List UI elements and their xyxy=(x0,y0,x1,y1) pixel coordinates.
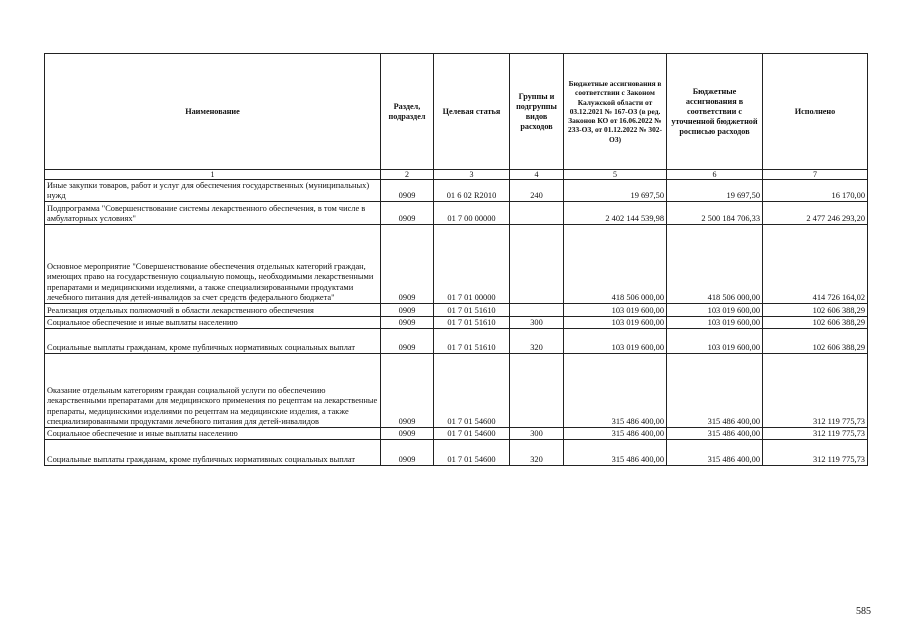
col-number: 5 xyxy=(564,170,667,180)
row-name: Социальные выплаты гражданам, кроме публичных нормативных социальных выплат xyxy=(45,440,381,466)
table-row xyxy=(45,440,868,466)
table-row xyxy=(45,202,868,225)
row-refined-amount: 2 500 184 706,33 xyxy=(667,202,763,225)
row-law-amount: 418 506 000,00 xyxy=(564,225,667,304)
column-number-row xyxy=(45,170,868,180)
budget-table xyxy=(44,53,868,466)
row-executed-amount: 312 119 775,73 xyxy=(763,440,868,466)
row-section: 0909 xyxy=(381,329,434,354)
row-name: Социальное обеспечение и иные выплаты населению xyxy=(45,428,381,440)
row-group: 300 xyxy=(510,317,564,329)
row-executed-amount: 414 726 164,02 xyxy=(763,225,868,304)
row-law-amount: 315 486 400,00 xyxy=(564,440,667,466)
row-section: 0909 xyxy=(381,317,434,329)
row-section: 0909 xyxy=(381,354,434,428)
row-group: 320 xyxy=(510,440,564,466)
row-refined-amount: 103 019 600,00 xyxy=(667,329,763,354)
row-executed-amount: 16 170,00 xyxy=(763,180,868,202)
row-group xyxy=(510,354,564,428)
row-refined-amount: 315 486 400,00 xyxy=(667,440,763,466)
table-row xyxy=(45,317,868,329)
header-name: Наименование xyxy=(45,54,381,170)
row-section: 0909 xyxy=(381,440,434,466)
header-budget-refined: Бюджетные ассигнования в соответствии с уточненной бюджетной росписью расходов xyxy=(667,54,763,170)
row-target: 01 7 00 00000 xyxy=(434,202,510,225)
col-number: 6 xyxy=(667,170,763,180)
col-number: 3 xyxy=(434,170,510,180)
col-number: 4 xyxy=(510,170,564,180)
header-target: Целевая статья xyxy=(434,54,510,170)
row-refined-amount: 103 019 600,00 xyxy=(667,304,763,317)
header-executed: Исполнено xyxy=(763,54,868,170)
row-name: Основное мероприятие "Совершенствование обеспечения отдельных категорий граждан, имеющих право на государственную социальную помощь, необходимыми лекарственными препаратами и медицинскими изделиями, а также специализированными продуктами лечебного питания для детей-инвалидов за счет средств федерального бюджета" xyxy=(45,225,381,304)
table-row xyxy=(45,354,868,428)
row-section: 0909 xyxy=(381,180,434,202)
table-row xyxy=(45,304,868,317)
row-executed-amount: 2 477 246 293,20 xyxy=(763,202,868,225)
col-number: 7 xyxy=(763,170,868,180)
row-target: 01 7 01 51610 xyxy=(434,304,510,317)
row-law-amount: 315 486 400,00 xyxy=(564,428,667,440)
row-group: 240 xyxy=(510,180,564,202)
row-refined-amount: 315 486 400,00 xyxy=(667,354,763,428)
header-section: Раздел, подраздел xyxy=(381,54,434,170)
header-budget-law: Бюджетные ассигнования в соответствии с Законом Калужской области от 03.12.2021 № 167-ОЗ (в ред. Законов КО от 16.06.2022 № 233-ОЗ, от 01.12.2022 № 302-ОЗ) xyxy=(564,54,667,170)
row-executed-amount: 312 119 775,73 xyxy=(763,354,868,428)
row-name: Иные закупки товаров, работ и услуг для обеспечения государственных (муниципальных) нужд xyxy=(45,180,381,202)
row-group xyxy=(510,304,564,317)
row-target: 01 7 01 51610 xyxy=(434,317,510,329)
row-executed-amount: 312 119 775,73 xyxy=(763,428,868,440)
table-row xyxy=(45,180,868,202)
row-refined-amount: 19 697,50 xyxy=(667,180,763,202)
page-number: 585 xyxy=(856,606,871,617)
row-group: 320 xyxy=(510,329,564,354)
row-law-amount: 103 019 600,00 xyxy=(564,329,667,354)
row-name: Оказание отдельным категориям граждан социальной услуги по обеспечению лекарственными препаратами для медицинского применения по рецептам на лекарственные препараты, медицинскими изделиями по рецептам на медицинские изделия, а также специализированными продуктами лечебного питания для детей-инвалидов xyxy=(45,354,381,428)
row-target: 01 7 01 54600 xyxy=(434,428,510,440)
row-target: 01 7 01 51610 xyxy=(434,329,510,354)
table-row xyxy=(45,225,868,304)
row-name: Социальное обеспечение и иные выплаты населению xyxy=(45,317,381,329)
row-name: Подпрограмма "Совершенствование системы лекарственного обеспечения, в том числе в амбулаторных условиях" xyxy=(45,202,381,225)
row-target: 01 6 02 R2010 xyxy=(434,180,510,202)
header-row xyxy=(45,54,868,170)
row-executed-amount: 102 606 388,29 xyxy=(763,304,868,317)
row-section: 0909 xyxy=(381,202,434,225)
row-law-amount: 315 486 400,00 xyxy=(564,354,667,428)
row-refined-amount: 315 486 400,00 xyxy=(667,428,763,440)
row-name: Реализация отдельных полномочий в области лекарственного обеспечения xyxy=(45,304,381,317)
row-group xyxy=(510,202,564,225)
col-number: 2 xyxy=(381,170,434,180)
row-law-amount: 103 019 600,00 xyxy=(564,304,667,317)
row-executed-amount: 102 606 388,29 xyxy=(763,317,868,329)
row-name: Социальные выплаты гражданам, кроме публичных нормативных социальных выплат xyxy=(45,329,381,354)
col-number: 1 xyxy=(45,170,381,180)
row-group xyxy=(510,225,564,304)
row-law-amount: 103 019 600,00 xyxy=(564,317,667,329)
table-row xyxy=(45,428,868,440)
row-target: 01 7 01 00000 xyxy=(434,225,510,304)
row-target: 01 7 01 54600 xyxy=(434,354,510,428)
table-row xyxy=(45,329,868,354)
row-refined-amount: 418 506 000,00 xyxy=(667,225,763,304)
row-section: 0909 xyxy=(381,304,434,317)
header-groups: Группы и подгруппы видов расходов xyxy=(510,54,564,170)
row-law-amount: 19 697,50 xyxy=(564,180,667,202)
row-group: 300 xyxy=(510,428,564,440)
row-refined-amount: 103 019 600,00 xyxy=(667,317,763,329)
row-section: 0909 xyxy=(381,225,434,304)
row-target: 01 7 01 54600 xyxy=(434,440,510,466)
row-executed-amount: 102 606 388,29 xyxy=(763,329,868,354)
row-section: 0909 xyxy=(381,428,434,440)
row-law-amount: 2 402 144 539,98 xyxy=(564,202,667,225)
